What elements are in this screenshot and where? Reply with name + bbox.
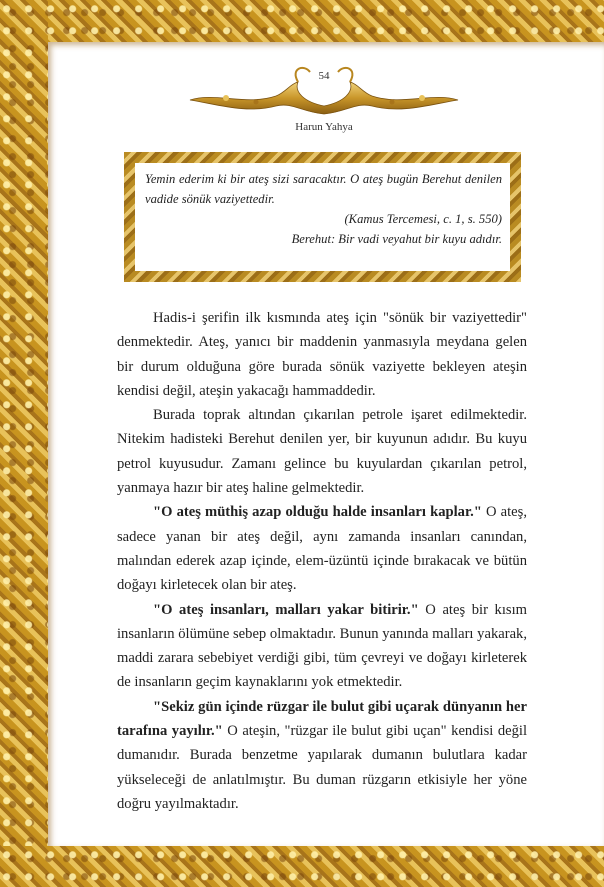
page-number: 54 xyxy=(318,70,330,82)
paragraph-5-text: O ateşin, "rüzgar ile bulut gibi uçan" kendisi değil dumanıdır. Burada benzetme yapılarak dumanın bulutlara kadar yükseleceği de anlatılmıştır. Bu duman rüzgarın etkisiyle her yöne doğru yayılmaktadır. xyxy=(117,723,528,812)
paragraph-4 xyxy=(117,598,527,695)
paragraph-5-quote: "Sekiz gün içinde rüzgar ile bulut gibi uçarak dünyanın her tarafına yayılır." xyxy=(117,698,527,740)
paragraph-5 xyxy=(117,695,527,816)
quote-footnote: Berehut: Bir vadi veyahut bir kuyu adıdır. xyxy=(291,232,502,246)
paragraph-3-quote: "O ateş müthiş azap olduğu halde insanları kaplar." xyxy=(153,504,482,521)
paragraph-4-text: O ateş bir kısım insanların ölümüne sebep olmaktadır. Bunun yanında malları yakarak, maddi zarara sebebiyet verdiği gibi, tüm çevreyi ve doğayı kirleterek de insanların geçim kaynaklarını yok etmektedir. xyxy=(117,601,527,691)
ornamental-frame-top xyxy=(0,0,604,42)
quote-frame xyxy=(124,152,521,282)
paragraph-1: Hadis-i şerifin ilk kısmında ateş için "sönük bir vaziyettedir" denmektedir. Ateş, yanıcı bir maddenin yanmasıyla meydana gelen bir durum olduğuna göre burada sönük vaziyette bekleyen ateşin kendisi değil, ateşin yakacağı hammaddedir. xyxy=(117,310,527,399)
main-text xyxy=(117,306,527,816)
ornamental-frame-bottom xyxy=(0,846,604,887)
quote-box xyxy=(135,163,510,271)
running-header-author: Harun Yahya xyxy=(295,121,353,133)
quote-source: (Kamus Tercemesi, c. 1, s. 550) xyxy=(344,212,502,226)
quote-text: Yemin ederim ki bir ateş sizi saracaktır. O ateş bugün Berehut denilen vadide sönük vaziyettedir. xyxy=(145,172,502,206)
paragraph-2: Burada toprak altından çıkarılan petrole işaret edilmektedir. Nitekim hadisteki Berehut denilen yer, bir kuyunun adıdır. Bu kuyu petrol kuyusudur. Zamanı gelince bu kuyulardan çıkarılan petrol, yanmaya hazır bir ateş haline gelmektedir. xyxy=(117,407,527,497)
paragraph-4-quote: "O ateş insanları, malları yakar bitirir." xyxy=(153,601,419,618)
paragraph-3-text: O ateş, sadece yanan bir ateş değil, aynı zamanda insanları canından, malından ederek azap içinde, elem-üzüntü içinde bırakacak ve bütün doğayı kirletecek olan bir ateş. xyxy=(117,504,527,594)
ornamental-frame-left xyxy=(0,0,48,887)
paragraph-3 xyxy=(117,500,527,597)
